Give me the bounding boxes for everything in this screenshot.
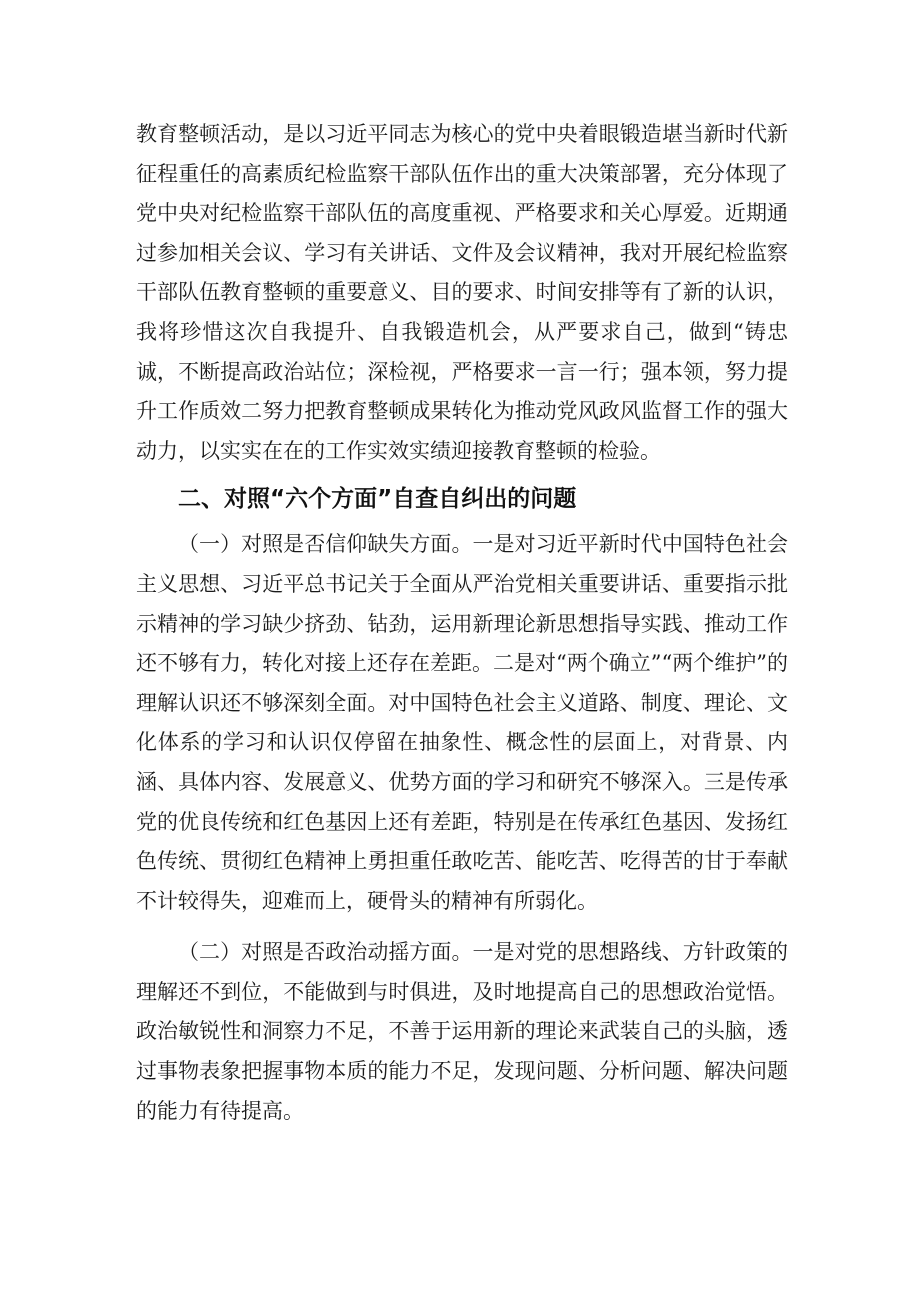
item-two-paragraph: （二）对照是否政治动摇方面。一是对党的思想路线、方针政策的理解还不到位，不能做到与时俱进，及时地提高自己的思想政治觉悟。政治敏锐性和洞察力不足，不善于运用新的理论来武装自己的头脑，透过事物表象把握事物本质的能力不足，发现问题、分析问题、解决问题的能力有待提高。 [136, 940, 788, 1123]
document-body [136, 115, 788, 1131]
item-one-paragraph: （一）对照是否信仰缺失方面。一是对习近平新时代中国特色社会主义思想、习近平总书记关于全面从严治党相关重要讲话、重要指示批示精神的学习缺少挤劲、钻劲，运用新理论新思想指导实践、推动工作还不够有力，转化对接上还存在差距。二是对“两个确立”“两个维护”的理解认识还不够深刻全面。对中国特色社会主义道路、制度、理论、文化体系的学习和认识仅停留在抽象性、概念性的层面上，对背景、内涵、具体内容、发展意义、优势方面的学习和研究不够深入。三是传承党的优良传统和红色基因上还有差距，特别是在传承红色基因、发扬红色传统、贯彻红色精神上勇担重任敢吃苦、能吃苦、吃得苦的甘于奉献不计较得失，迎难而上，硬骨头的精神有所弱化。 [136, 532, 788, 913]
section-two-heading: 二、对照“六个方面”自查自纠出的问题 [178, 486, 577, 513]
intro-paragraph: 教育整顿活动，是以习近平同志为核心的党中央着眼锻造堪当新时代新征程重任的高素质纪检监察干部队伍作出的重大决策部署，充分体现了党中央对纪检监察干部队伍的高度重视、严格要求和关心厚爱。近期通过参加相关会议、学习有关讲话、文件及会议精神，我对开展纪检监察干部队伍教育整顿的重要意义、目的要求、时间安排等有了新的认识，我将珍惜这次自我提升、自我锻造机会，从严要求自己，做到“铸忠诚，不断提高政治站位；深检视，严格要求一言一行；强本领，努力提升工作质效二努力把教育整顿成果转化为推动党风政风监督工作的强大动力，以实实在在的工作实效实绩迎接教育整顿的检验。 [136, 122, 788, 463]
